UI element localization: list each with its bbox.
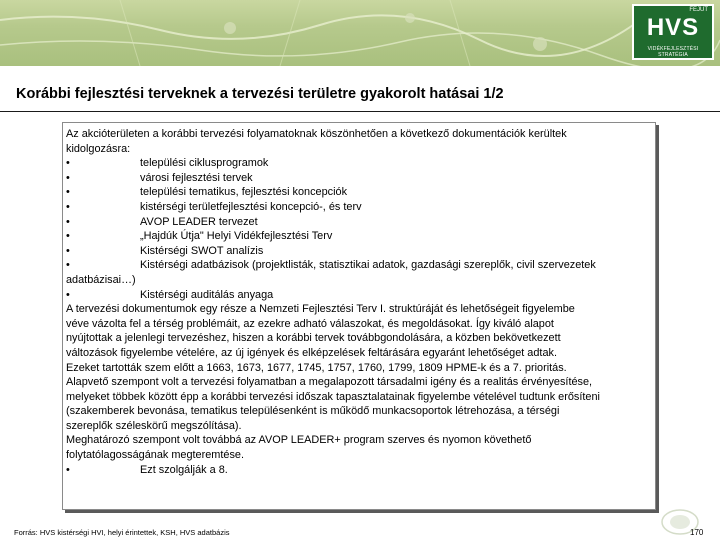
source-note: Forrás: HVS kistérségi HVI, helyi érintettek, KSH, HVS adatbázis [14, 528, 230, 537]
logo-letters: HVS [646, 14, 700, 41]
bullet-text: Kistérségi adatbázisok (projektlisták, statisztikai adatok, gazdasági szereplők, civil szervezetek [140, 259, 596, 272]
page-title: Korábbi fejlesztési terveknek a tervezési területre gyakorolt hatásai 1/2 [16, 86, 504, 102]
bullet-item [66, 171, 654, 186]
bullet-marker: • [66, 230, 70, 243]
bullet-text: települési tematikus, fejlesztési koncepciók [140, 186, 348, 199]
bullet-text: AVOP LEADER tervezet [140, 215, 258, 228]
body-line: Meghatározó szempont volt továbbá az AVOP LEADER+ program szerves és nyomon követhető [66, 434, 532, 447]
body-line: véve vázolta fel a térség problémáit, az ezekre adható válaszokat, és megoldásokat. Így kiváló alapot [66, 317, 554, 330]
bullet-marker: • [66, 244, 70, 257]
bullet-item [66, 463, 654, 478]
bullet-marker: • [66, 288, 70, 301]
bullet-text: Kistérségi auditálás anyaga [140, 288, 274, 301]
bullet-text: Ezt szolgálják a 8. [140, 463, 228, 476]
body-line: változások figyelembe vételére, az új igények és elképzelések feltárására egyaránt lehetőséget adtak. [66, 346, 557, 359]
bullet-marker: • [66, 200, 70, 213]
header-banner [0, 0, 720, 66]
bullet-item [66, 288, 654, 303]
bullet-marker: • [66, 259, 70, 272]
bullet-item [66, 156, 654, 171]
bullet-marker: • [66, 157, 70, 170]
bullet-text: kistérségi területfejlesztési koncepció-, és terv [140, 200, 362, 213]
body-line: Alapvető szempont volt a tervezési folyamatban a megalapozott társadalmi igény és a realitás érvényesítése, [66, 376, 593, 389]
bullet-item [66, 244, 654, 259]
map-background-image [0, 0, 720, 66]
content-box [62, 122, 656, 510]
logo-top-text: FEJÚT [689, 7, 708, 13]
bullet-item [66, 258, 654, 273]
intro-line: Az akcióterületen a korábbi tervezési folyamatoknak köszönhetően a következő dokumentációk kerültek [66, 128, 567, 140]
bullet-marker: • [66, 463, 70, 476]
body-line: nyújtottak a jelenlegi tervezéshez, hiszen a korábbi tervek továbbgondolására, a közben bekövetkezett [66, 332, 561, 345]
body-line: melyeket többek között épp a korábbi tervezési időszak tapasztalatainak figyelembe vételével tudtunk erősíteni [66, 390, 600, 403]
bullet-continuation: adatbázisai…) [66, 273, 136, 286]
bullet-item [66, 185, 654, 200]
bullet-item [66, 200, 654, 215]
page-number: 170 [690, 528, 704, 537]
bullet-marker: • [66, 171, 70, 184]
bullet-text: Kistérségi SWOT analízis [140, 244, 264, 257]
bullet-marker: • [66, 186, 70, 199]
intro-line: kidolgozásra: [66, 142, 131, 155]
title-divider [0, 111, 720, 112]
hvs-logo [632, 4, 714, 60]
bullet-marker: • [66, 215, 70, 228]
logo-subtitle: VIDÉKFEJLESZTÉSI STRATÉGIA [647, 46, 699, 58]
bullet-item [66, 229, 654, 244]
bullet-item [66, 215, 654, 230]
body-line: A tervezési dokumentumok egy része a Nemzeti Fejlesztési Terv I. struktúráját és lehetőségeit figyelembe [66, 303, 575, 316]
content-text [66, 127, 654, 477]
bullet-text: „Hajdúk Útja" Helyi Vidékfejlesztési Terv [140, 230, 333, 243]
body-line: Ezeket tartották szem előtt a 1663, 1673, 1677, 1745, 1757, 1760, 1799, 1809 HPME-k és a 7. prioritás. [66, 361, 567, 374]
body-line: szereplők széleskörű megszólítása). [66, 419, 242, 432]
body-line: (szakemberek bevonása, tematikus településenként is működő munkacsoportok létrehozása, a térségi [66, 405, 560, 418]
bullet-text: települési ciklusprogramok [140, 157, 269, 170]
body-line: folytatólagosságának megteremtése. [66, 449, 244, 462]
bullet-text: városi fejlesztési tervek [140, 171, 253, 184]
